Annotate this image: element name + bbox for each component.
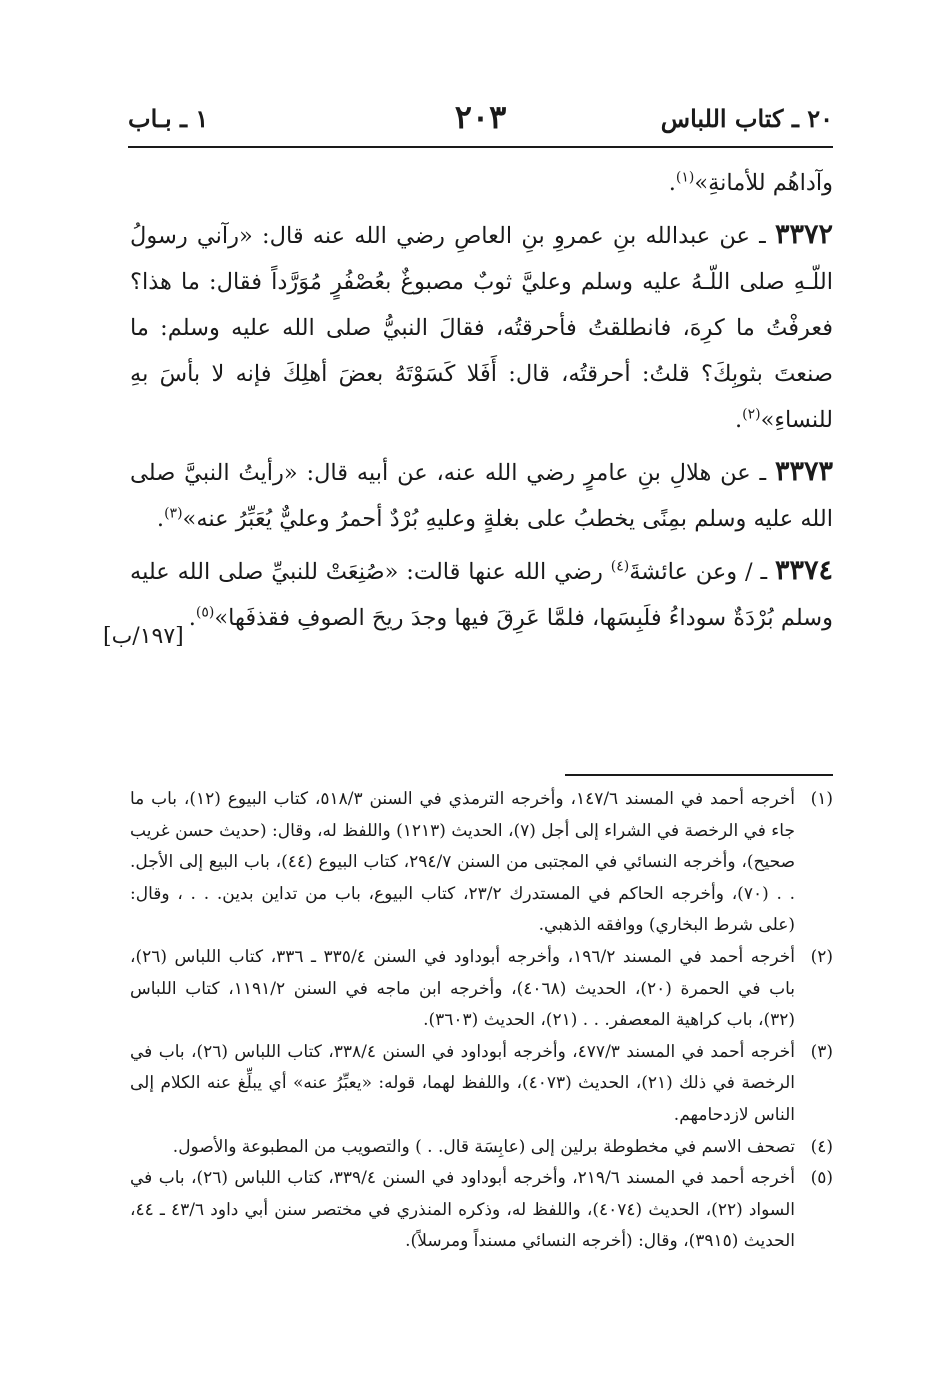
hadith-3374	[130, 548, 833, 641]
footnote-ref[interactable]: (١)	[675, 169, 695, 186]
footnote-5	[130, 1163, 833, 1258]
hadith-number: ٣٣٧٤	[774, 555, 833, 586]
footnote-text: أخرجه أحمد في المسند ٤٧٧/٣، وأخرجه أبوداود في السنن ٣٣٨/٤، كتاب اللباس (٢٦)، باب في الرخصة في ذلك (٢١)، الحديث (٤٠٧٣)، واللفظ لهما، قوله: «يعبِّرُ عنه» أي يبلِّغ عنه الكلام إلى الناس لازدحامهم.	[130, 1041, 795, 1125]
main-text	[130, 160, 833, 641]
footnote-number: (٥)	[810, 1168, 833, 1189]
footnote-2	[130, 942, 833, 1037]
page-number: ٢٠٣	[454, 98, 507, 136]
header-rule	[128, 146, 833, 148]
footnote-text: تصحف الاسم في مخطوطة برلين إلى (عابِسَة قال. . ) والتصويب من المطبوعة والأصول.	[172, 1136, 795, 1157]
footnote-number: (٣)	[810, 1041, 833, 1062]
footnote-ref[interactable]: (٣)	[164, 505, 183, 522]
chapter-title: ٢٠ ـ كتاب اللباس	[660, 104, 833, 133]
hadith-text-continued: رضي الله عنها قالت: «صُنِعَتْ للنبيِّ صلى الله عليه وسلم بُرْدَةٌ سوداءُ فلَبِسَها، فلمَّا عَرِقَ فيها وجدَ ريحَ الصوفِ فقذفَها»	[130, 559, 833, 631]
hadith-text: ـ / وعن عائشةَ	[629, 559, 775, 585]
hadith-text: ـ عن عبدالله بنِ عمروِ بنِ العاصِ رضي الله عنه قال: «رآني رسولُ اللّـهِ صلى اللّـهُ عليه وسلم وعليَّ ثوبٌ مصبوغٌ بعُصْفُرٍ مُوَرَّداً فقال: ما هذا؟ فعرفْتُ ما كرِهَ، فانطلقتُ فأحرقتُه، فقالَ النبيُّ صلى الله عليه وسلم: ما صنعتَ بثوبِكَ؟ قلتُ: أحرقتُه، قال: أَفَلا كَسَوْتَهُ بعضَ أهلِكَ فإنه لا بأسَ بهِ للنساءِ»	[130, 223, 833, 433]
running-header	[128, 100, 833, 140]
hadith-3373	[130, 449, 833, 542]
footnote-ref[interactable]: (٢)	[742, 406, 761, 423]
period: .	[668, 170, 676, 196]
period: .	[156, 506, 165, 532]
footnote-4	[130, 1132, 833, 1164]
footnote-ref[interactable]: (٤)	[610, 558, 630, 575]
footnote-number: (٤)	[810, 1136, 833, 1157]
footnotes	[130, 784, 833, 1258]
footnote-ref[interactable]: (٥)	[195, 604, 215, 621]
footnote-1	[130, 784, 833, 942]
footnote-number: (١)	[810, 789, 833, 809]
footnote-text: أخرجه أحمد في المسند ١٤٧/٦، وأخرجه الترمذي في السنن ٥١٨/٣، كتاب البيوع (١٢)، باب ما جاء في الرخصة في الشراء إلى أجل (٧)، الحديث (١٢١٣) واللفظ له، وقال: (حديث حسن غريب صحيح)، وأخرجه النسائي في المجتبى من السنن ٢٩٤/٧، كتاب البيوع (٤٤)، باب البيع إلى الأجل. . . (٧٠)، وأخرجه الحاكم في المستدرك ٢٣/٢، كتاب البيوع، باب من تداين بدين. . . ، وقال: (على شرط البخاري) ووافقه الذهبي.	[130, 789, 796, 936]
period: .	[188, 605, 196, 631]
manuscript-folio-note: [١٩٧/ب]	[103, 624, 184, 649]
footnote-text: أخرجه أحمد في المسند ١٩٦/٢، وأخرجه أبوداود في السنن ٣٣٥/٤ ـ ٣٣٦، كتاب اللباس (٢٦)، باب في الحمرة (٢٠)، الحديث (٤٠٦٨)، وأخرجه ابن ماجه في السنن ١١٩١/٢، كتاب اللباس (٣٢)، باب كراهية المعصفر. . . (٢١)، الحديث (٣٦٠٣).	[130, 946, 796, 1031]
period: .	[735, 407, 743, 433]
section-title: ١ ـ بـاب	[128, 104, 209, 133]
hadith-number: ٣٣٧٣	[774, 456, 833, 487]
hadith-text: ـ عن هلالِ بنِ عامرٍ رضي الله عنه، عن أبيه قال: «رأيتُ النبيَّ صلى الله عليه وسلم بمِنًى يخطبُ على بغلةٍ وعليهِ بُرْدٌ أحمرُ وعليٌّ يُعَبِّرُ عنه»	[130, 460, 833, 532]
intro-text: وآداهُم للأمانةِ»	[694, 170, 833, 196]
intro-paragraph	[130, 160, 833, 206]
hadith-3372	[130, 212, 833, 443]
hadith-number: ٣٣٧٢	[774, 219, 833, 250]
footnote-text: أخرجه أحمد في المسند ٢١٩/٦، وأخرجه أبوداود في السنن ٣٣٩/٤، كتاب اللباس (٢٦)، باب في السواد (٢٢)، الحديث (٤٠٧٤)، واللفظ له، وذكره المنذري في مختصر سنن أبي داود ٤٣/٦ ـ ٤٤، الحديث (٣٩١٥)، وقال: (أخرجه النسائي مسنداً ومرسلاً).	[130, 1168, 795, 1252]
footnote-rule	[565, 774, 833, 776]
footnote-3	[130, 1037, 833, 1132]
footnote-number: (٢)	[810, 946, 833, 967]
